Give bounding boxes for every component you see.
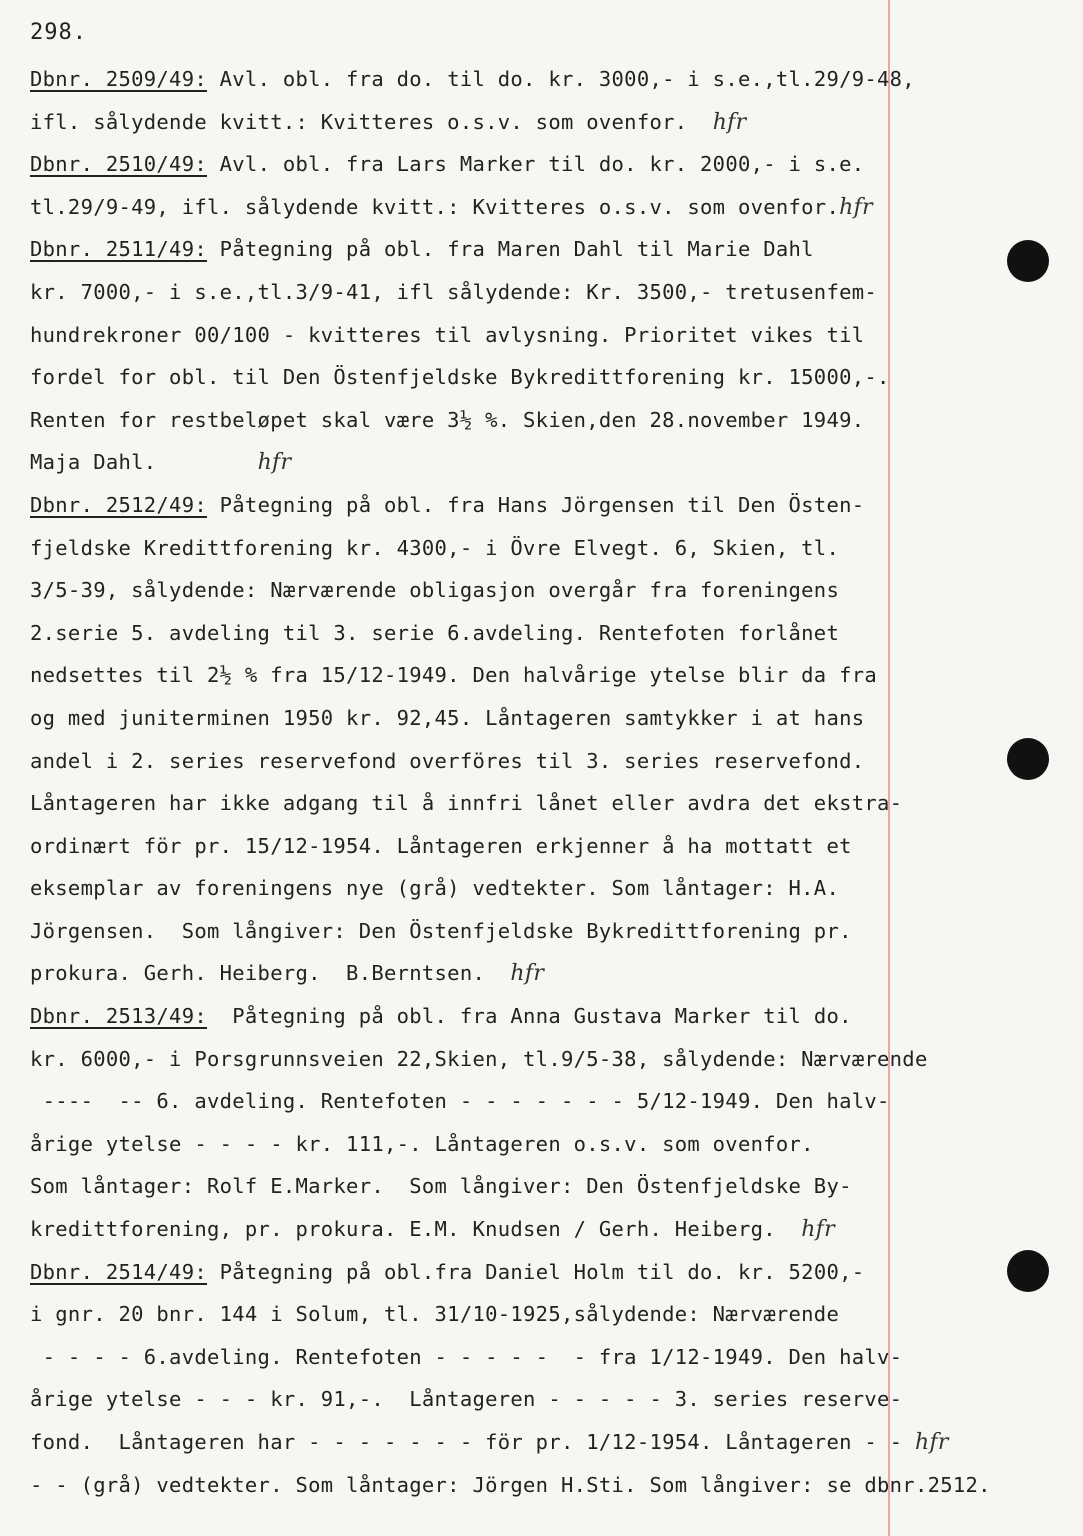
entry-text: årige ytelse - - - - kr. 111,-. Låntageren o.s.v. som ovenfor. [30, 1131, 814, 1156]
entry-text: andel i 2. series reservefond overföres til 3. series reservefond. [30, 748, 865, 773]
entry-2511 [30, 228, 920, 484]
entry-text: fond. Låntageren har - - - - - - - för pr. 1/12-1954. Låntageren - - [30, 1430, 903, 1454]
entry-text: Maja Dahl. [30, 450, 157, 475]
entry-text: kredittforening, pr. prokura. E.M. Knudsen / Gerh. Heiberg. [30, 1217, 776, 1242]
entry-text: fordel for obl. til Den Östenfjeldske Bykredittforening kr. 15000,-. [30, 365, 890, 390]
entry-label: Dbnr. 2513/49: [30, 1004, 207, 1029]
entry-text: - - (grå) vedtekter. Som låntager: Jörgen H.Sti. Som långiver: se dbnr.2512. [30, 1472, 991, 1497]
entry-text: Som låntager: Rolf E.Marker. Som långiver: Den Östenfjeldske By- [30, 1174, 852, 1199]
entry-text: nedsettes til 2½ % fra 15/12-1949. Den halvårige ytelse blir da fra [30, 663, 878, 688]
entry-text: 2.serie 5. avdeling til 3. serie 6.avdeling. Rentefoten forlånet [30, 620, 840, 645]
handwritten-initials: hfr [712, 109, 747, 135]
entry-text: i gnr. 20 bnr. 144 i Solum, tl. 31/10-1925,sålydende: Nærværende [30, 1302, 840, 1327]
handwritten-initials: hfr [257, 450, 292, 476]
entry-text: ordinært för pr. 15/12-1954. Låntageren erkjenner å ha mottatt et [30, 833, 852, 858]
handwritten-initials: hfr [801, 1217, 835, 1243]
entry-text: Avl. obl. fra Lars Marker til do. kr. 2000,- i s.e. [207, 152, 865, 177]
entry-text: hundrekroner 00/100 - kvitteres til avlysning. Prioritet vikes til [30, 322, 865, 347]
entry-text: Påtegning på obl. fra Anna Gustava Marker til do. [207, 1004, 852, 1029]
entry-text: Låntageren har ikke adgang til å innfri lånet eller avdra det ekstra- [30, 791, 903, 816]
entries-list [30, 58, 991, 1506]
entry-text: Påtegning på obl.fra Daniel Holm til do. kr. 5200,- [207, 1259, 865, 1284]
entry-2509 [30, 58, 920, 143]
entry-label: Dbnr. 2512/49: [30, 492, 207, 517]
entry-text: Påtegning på obl. fra Maren Dahl til Marie Dahl [207, 237, 814, 262]
entry-text: Jörgensen. Som långiver: Den Östenfjeldske Bykredittforening pr. [30, 918, 852, 943]
punch-hole [1007, 240, 1049, 282]
entry-text: kr. 7000,- i s.e.,tl.3/9-41, ifl sålydende: Kr. 3500,- tretusenfem- [30, 279, 878, 304]
entry-text: ---- -- 6. avdeling. Rentefoten - - - - - - - 5/12-1949. Den halv- [30, 1089, 890, 1114]
entry-text: Påtegning på obl. fra Hans Jörgensen til Den Östen- [207, 492, 865, 517]
entry-text: fjeldske Kredittforening kr. 4300,- i Övre Elvegt. 6, Skien, tl. [30, 535, 840, 560]
handwritten-initials: hfr [510, 961, 545, 987]
handwritten-initials: hfr [914, 1430, 949, 1455]
entry-text: kr. 6000,- i Porsgrunnsveien 22,Skien, tl.9/5-38, sålydende: Nærværende [30, 1046, 928, 1071]
handwritten-initials: hfr [839, 194, 873, 220]
entry-label: Dbnr. 2509/49: [30, 67, 207, 91]
entry-text: eksemplar av foreningens nye (grå) vedtekter. Som låntager: H.A. [30, 876, 840, 901]
entry-2513 [30, 995, 928, 1251]
entry-text: prokura. Gerh. Heiberg. B.Berntsen. [30, 961, 486, 986]
entry-text: ifl. sålydende kvitt.: Kvitteres o.s.v. som ovenfor. [30, 109, 688, 134]
punch-hole [1007, 1250, 1049, 1292]
entry-2514 [30, 1251, 991, 1507]
page-number: 298. [30, 20, 87, 45]
entry-text: Avl. obl. fra do. til do. kr. 3000,- i s.e.,tl.29/9-48, [207, 67, 915, 91]
entry-label: Dbnr. 2514/49: [30, 1259, 207, 1284]
entry-label: Dbnr. 2510/49: [30, 152, 207, 177]
entry-text: og med juniterminen 1950 kr. 92,45. Låntageren samtykker i at hans [30, 705, 865, 730]
entry-text: 3/5-39, sålydende: Nærværende obligasjon overgår fra foreningens [30, 578, 840, 603]
entry-text: - - - - 6.avdeling. Rentefoten - - - - - - fra 1/12-1949. Den halv- [30, 1344, 903, 1369]
punch-hole [1007, 738, 1049, 780]
entry-2512 [30, 484, 920, 995]
entry-text: årige ytelse - - - kr. 91,-. Låntageren - - - - - 3. series reserve- [30, 1387, 903, 1412]
entry-label: Dbnr. 2511/49: [30, 237, 207, 262]
entry-text: Renten for restbeløpet skal være 3½ %. Skien,den 28.november 1949. [30, 407, 865, 432]
entry-text: tl.29/9-49, ifl. sålydende kvitt.: Kvitteres o.s.v. som ovenfor. [30, 194, 840, 219]
entry-2510 [30, 143, 920, 228]
